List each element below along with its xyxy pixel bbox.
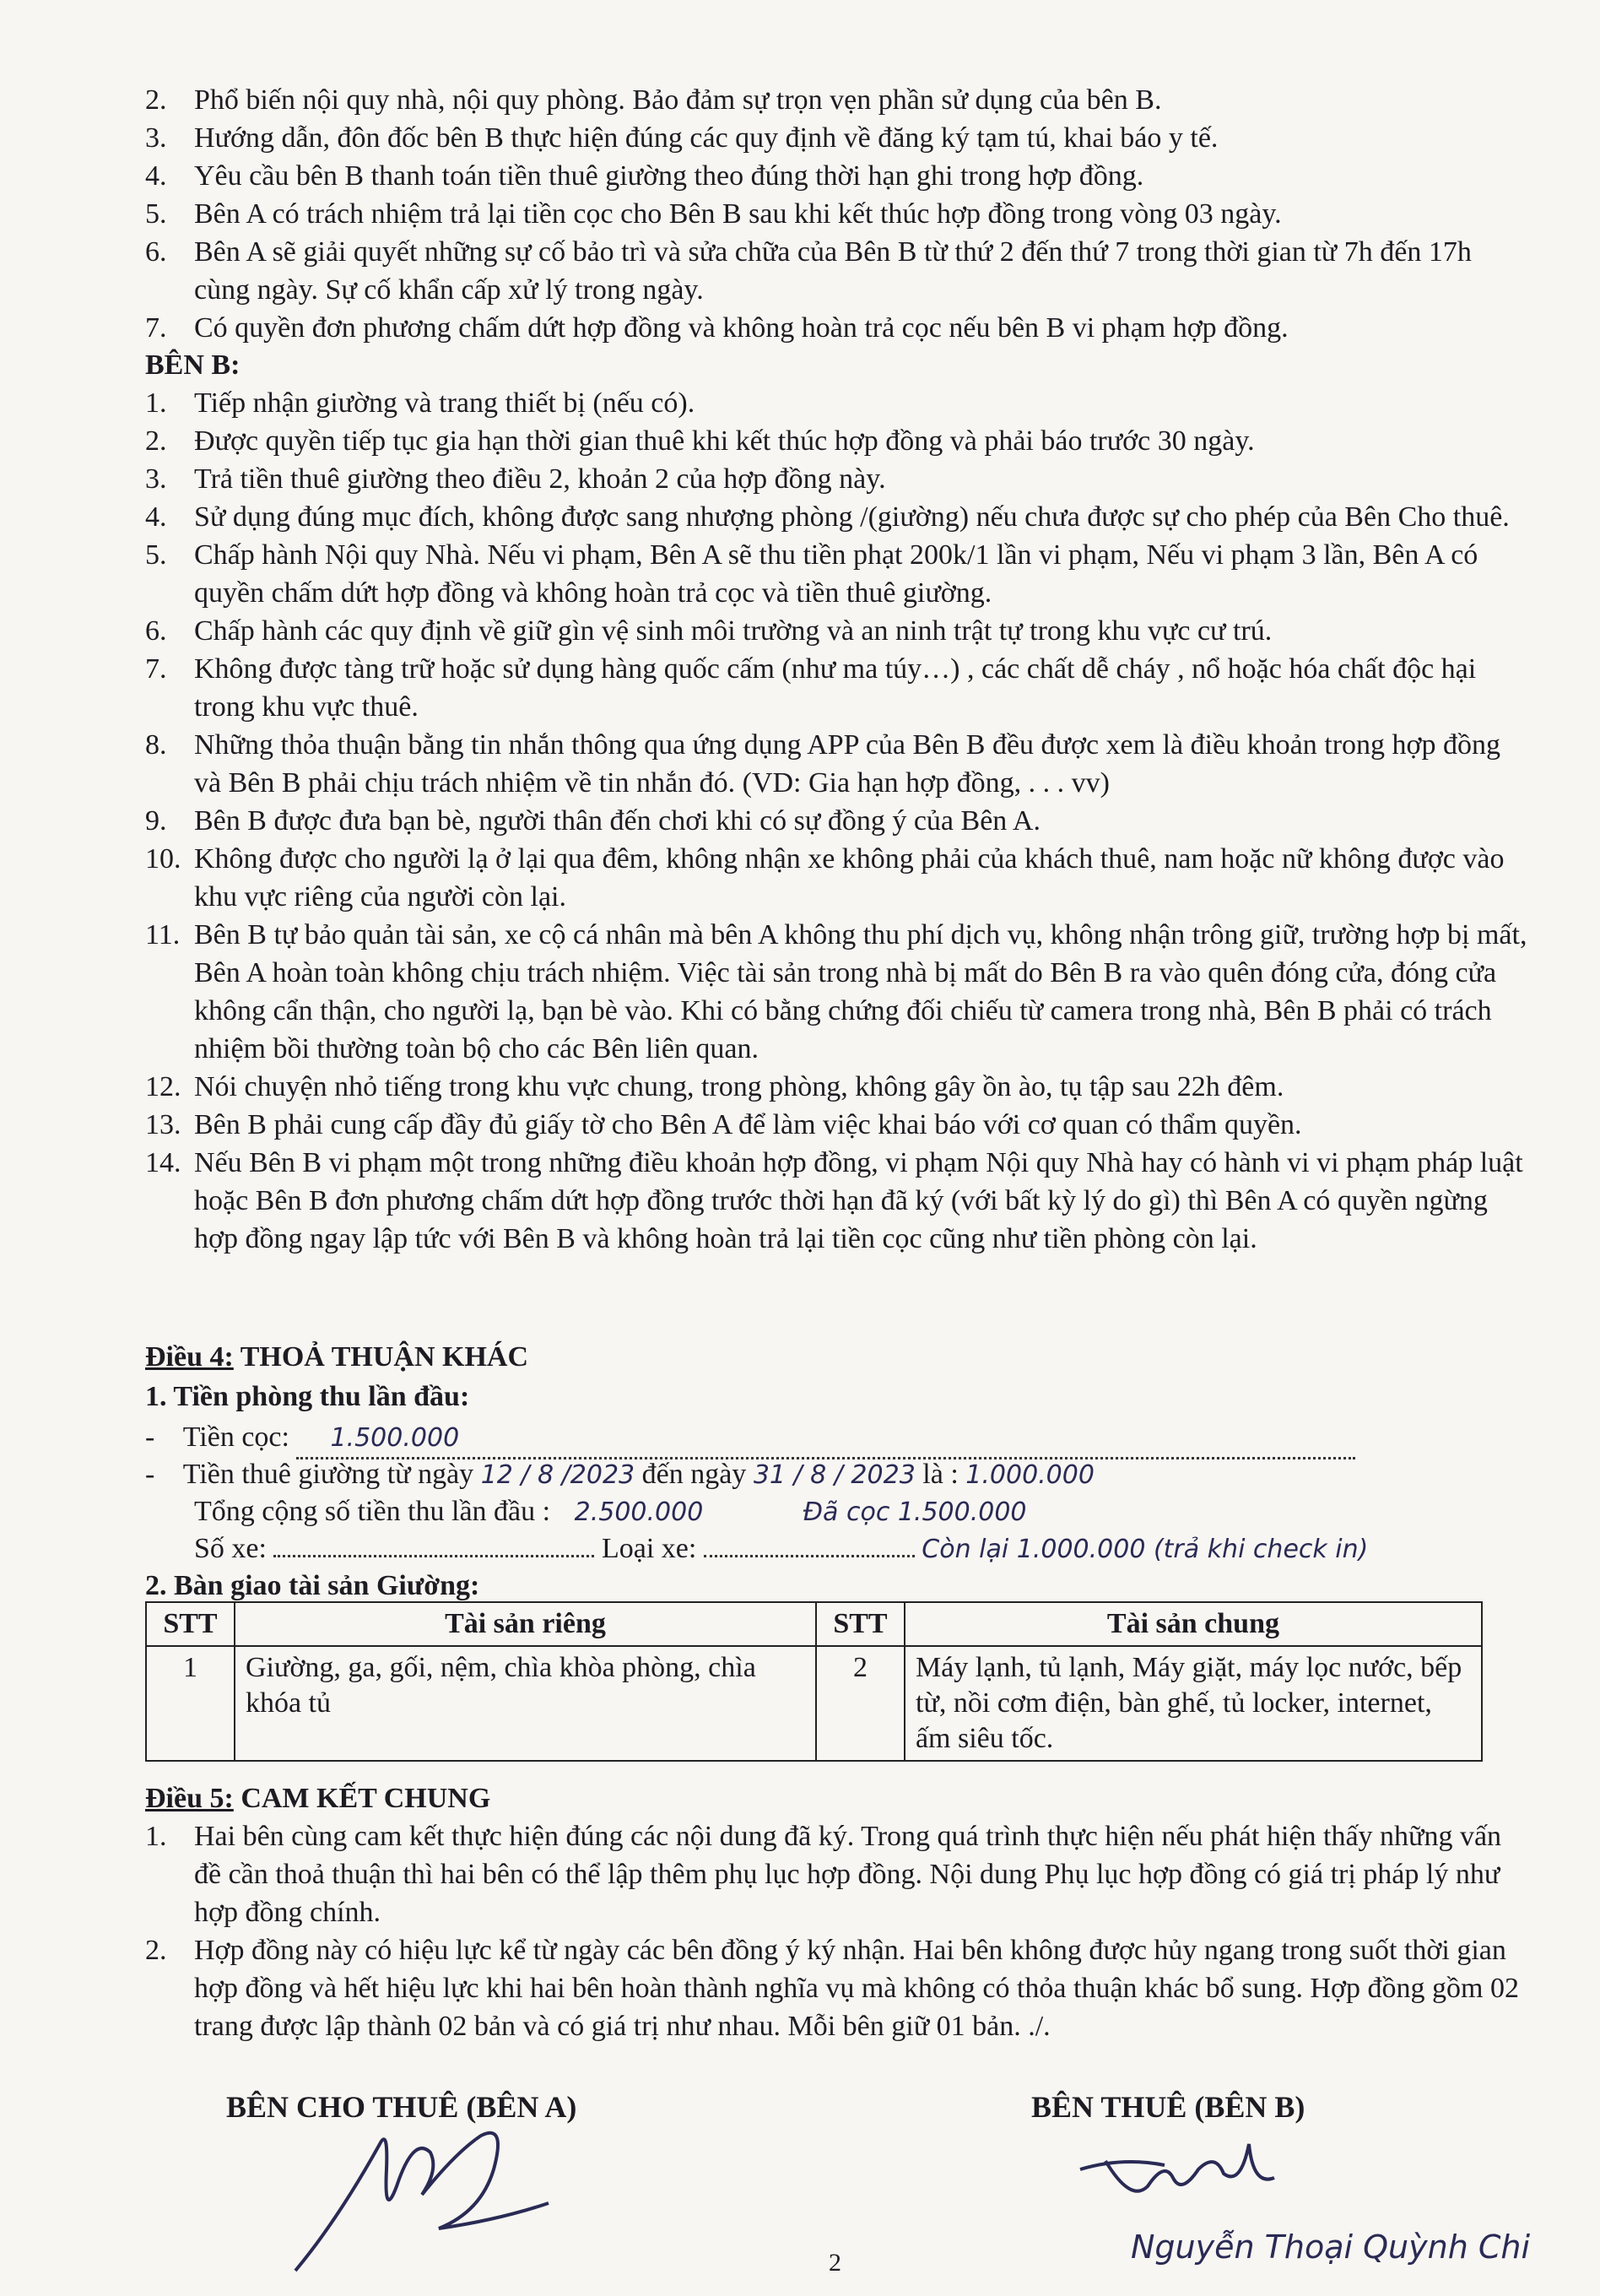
list-item bbox=[145, 81, 1529, 119]
remaining-note: Còn lại 1.000.000 (trả khi check in) bbox=[922, 1535, 1369, 1564]
assets-table bbox=[145, 1601, 1483, 1762]
list-item-text: Tiếp nhận giường và trang thiết bị (nếu có). bbox=[194, 387, 695, 419]
ben-a-signature bbox=[287, 2119, 565, 2288]
list-item-text: Hai bên cùng cam kết thực hiện đúng các nội dung đã ký. Trong quá trình thực hiện nếu phát hiện thấy những vấn đề cần thoả thuận thì hai bên có thể lập thêm phụ lục hợp đồng. Nội dung Phụ lục hợp đồng có giá trị pháp lý như hợp đồng chính. bbox=[194, 1821, 1502, 1928]
list-item-number: 11. bbox=[145, 919, 181, 950]
list-item-number: 2. bbox=[145, 1935, 167, 1966]
vehicle-line: Số xe: Loại xe: Còn lại 1.000.000 (trả khi check in) bbox=[194, 1533, 1369, 1564]
list-item bbox=[145, 460, 1529, 498]
dieu5-heading: Điều 5: CAM KẾT CHUNG bbox=[145, 1783, 491, 1814]
list-item-text: Không được tàng trữ hoặc sử dụng hàng quốc cấm (như ma túy…) , các chất dễ cháy , nổ hoặc hóa chất độc hại trong khu vực thuê. bbox=[194, 653, 1477, 723]
list-item-number: 7. bbox=[145, 312, 167, 344]
list-item-text: Bên A có trách nhiệm trả lại tiền cọc cho Bên B sau khi kết thúc hợp đồng trong vòng 03 ngày. bbox=[194, 198, 1282, 230]
dieu4-sub1: 1. Tiền phòng thu lần đầu: bbox=[145, 1381, 470, 1412]
list-item bbox=[145, 498, 1529, 536]
dieu4-sub2: 2. Bàn giao tài sản Giường: bbox=[145, 1570, 480, 1601]
list-item-text: Bên A sẽ giải quyết những sự cố bảo trì và sửa chữa của Bên B từ thứ 2 đến thứ 7 trong thời gian từ 7h đến 17h cùng ngày. Sự cố khẩn cấp xử lý trong ngày. bbox=[194, 236, 1472, 306]
list-item-number: 5. bbox=[145, 539, 167, 571]
list-item-text: Chấp hành Nội quy Nhà. Nếu vi phạm, Bên A sẽ thu tiền phạt 200k/1 lần vi phạm, Nếu vi phạm 3 lần, Bên A có quyền chấm dứt hợp đồng và không hoàn trả cọc và tiền thuê giường. bbox=[194, 539, 1478, 609]
list-item bbox=[145, 1931, 1529, 2045]
list-item bbox=[145, 536, 1529, 612]
rent-value: 1.000.000 bbox=[965, 1460, 1095, 1490]
list-item-number: 8. bbox=[145, 729, 167, 761]
cell-stt-2: 2 bbox=[816, 1646, 905, 1761]
list-item-text: Bên B được đưa bạn bè, người thân đến chơi khi có sự đồng ý của Bên A. bbox=[194, 805, 1041, 837]
dieu5-list bbox=[145, 1817, 1529, 2045]
list-item-text: Chấp hành các quy định về giữ gìn vệ sinh môi trường và an ninh trật tự trong khu vực cư trú. bbox=[194, 615, 1273, 647]
list-item bbox=[145, 1817, 1529, 1931]
list-item-text: Bên B phải cung cấp đầy đủ giấy tờ cho Bên A để làm việc khai báo với cơ quan có thẩm quyền. bbox=[194, 1109, 1302, 1140]
list-item-text: Không được cho người lạ ở lại qua đêm, không nhận xe không phải của khách thuê, nam hoặc nữ không được vào khu vực riêng của người còn lại. bbox=[194, 843, 1505, 912]
list-item-text: Được quyền tiếp tục gia hạn thời gian thuê khi kết thúc hợp đồng và phải báo trước 30 ngày. bbox=[194, 425, 1255, 457]
list-item-text: Sử dụng đúng mục đích, không được sang nhượng phòng /(giường) nếu chưa được sự cho phép của Bên Cho thuê. bbox=[194, 501, 1510, 533]
rent-from-date: 12 / 8 /2023 bbox=[480, 1460, 635, 1490]
ben-a-obligations-list bbox=[145, 81, 1529, 347]
list-item-number: 14. bbox=[145, 1147, 181, 1178]
list-item-text: Nói chuyện nhỏ tiếng trong khu vực chung, trong phòng, không gây ồn ào, tụ tập sau 22h đêm. bbox=[194, 1071, 1284, 1102]
ben-b-signature bbox=[1072, 2127, 1291, 2212]
list-item bbox=[145, 1144, 1529, 1258]
list-item-text: Hợp đồng này có hiệu lực kể từ ngày các bên đồng ý ký nhận. Hai bên không được hủy ngang trong suốt thời gian hợp đồng và hết hiệu lực khi hai bên hoàn thành nghĩa vụ mà không có thỏa thuận khác bổ sung. Hợp đồng gồm 02 trang được lập thành 02 bản và có giá trị như nhau. Mỗi bên giữ 01 bản. ./. bbox=[194, 1935, 1519, 2042]
list-item-text: Trả tiền thuê giường theo điều 2, khoản 2 của hợp đồng này. bbox=[194, 463, 886, 495]
list-item-number: 10. bbox=[145, 843, 181, 875]
list-item bbox=[145, 157, 1529, 195]
list-item bbox=[145, 802, 1529, 840]
assets-header-row bbox=[146, 1602, 1482, 1646]
list-item-text: Có quyền đơn phương chấm dứt hợp đồng và không hoàn trả cọc nếu bên B vi phạm hợp đồng. bbox=[194, 312, 1289, 344]
list-item-number: 13. bbox=[145, 1109, 181, 1140]
rent-line: - Tiền thuê giường từ ngày 12 / 8 /2023 đến ngày 31 / 8 / 2023 là : 1.000.000 bbox=[145, 1459, 1095, 1490]
deposit-line: - Tiền cọc: 1.500.000 bbox=[145, 1418, 1355, 1459]
list-item-text: Những thỏa thuận bằng tin nhắn thông qua ứng dụng APP của Bên B đều được xem là điều khoản trong hợp đồng và Bên B phải chịu trách nhiệm về tin nhắn đó. (VD: Gia hạn hợp đồng, . . . vv) bbox=[194, 729, 1500, 799]
list-item-number: 5. bbox=[145, 198, 167, 230]
cell-private-assets: Giường, ga, gối, nệm, chìa khòa phòng, chìa khóa tủ bbox=[235, 1646, 816, 1761]
list-item bbox=[145, 422, 1529, 460]
list-item-text: Hướng dẫn, đôn đốc bên B thực hiện đúng các quy định về đăng ký tạm tú, khai báo y tế. bbox=[194, 122, 1219, 154]
list-item-number: 9. bbox=[145, 805, 167, 837]
deposit-value: 1.500.000 bbox=[330, 1423, 460, 1453]
list-item-number: 2. bbox=[145, 84, 167, 116]
header-private-assets: Tài sản riêng bbox=[235, 1602, 816, 1646]
list-item-number: 4. bbox=[145, 501, 167, 533]
list-item bbox=[145, 119, 1529, 157]
total-value: 2.500.000 bbox=[574, 1497, 704, 1527]
page-number: 2 bbox=[829, 2249, 841, 2277]
ben-b-signature-title: BÊN THUÊ (BÊN B) bbox=[1031, 2090, 1305, 2124]
list-item-number: 1. bbox=[145, 1821, 167, 1852]
list-item-number: 7. bbox=[145, 653, 167, 685]
list-item-text: Yêu cầu bên B thanh toán tiền thuê giường theo đúng thời hạn ghi trong hợp đồng. bbox=[194, 160, 1144, 192]
list-item-number: 2. bbox=[145, 425, 167, 457]
list-item bbox=[145, 1106, 1529, 1144]
dieu4-heading: Điều 4: THOẢ THUẬN KHÁC bbox=[145, 1341, 529, 1373]
list-item-number: 6. bbox=[145, 236, 167, 268]
list-item-text: Phổ biến nội quy nhà, nội quy phòng. Bảo đảm sự trọn vẹn phần sử dụng của bên B. bbox=[194, 84, 1162, 116]
cell-stt-1: 1 bbox=[146, 1646, 235, 1761]
list-item bbox=[145, 650, 1529, 726]
table-row bbox=[146, 1646, 1482, 1761]
list-item-number: 3. bbox=[145, 463, 167, 495]
paid-deposit-note: Đã cọc 1.500.000 bbox=[803, 1497, 1027, 1527]
header-stt-1: STT bbox=[146, 1602, 235, 1646]
list-item-number: 3. bbox=[145, 122, 167, 154]
list-item bbox=[145, 612, 1529, 650]
list-item-number: 6. bbox=[145, 615, 167, 647]
list-item bbox=[145, 195, 1529, 233]
list-item-text: Bên B tự bảo quản tài sản, xe cộ cá nhân mà bên A không thu phí dịch vụ, không nhận trông giữ, trường hợp bị mất, Bên A hoàn toàn không chịu trách nhiệm. Việc tài sản trong nhà bị mất do Bên B ra vào quên đóng cửa, đóng cửa không cẩn thận, cho người lạ, bạn bè vào. Khi có bằng chứng đối chiếu từ camera trong nhà, Bên B phải có trách nhiệm bồi thường toàn bộ cho các Bên liên quan. bbox=[194, 919, 1527, 1064]
list-item bbox=[145, 916, 1529, 1068]
ben-b-heading: BÊN B: bbox=[145, 349, 241, 381]
header-stt-2: STT bbox=[816, 1602, 905, 1646]
header-shared-assets: Tài sản chung bbox=[905, 1602, 1482, 1646]
ben-b-obligations-list bbox=[145, 384, 1529, 1258]
list-item-number: 1. bbox=[145, 387, 167, 419]
cell-shared-assets: Máy lạnh, tủ lạnh, Máy giặt, máy lọc nước, bếp từ, nồi cơm điện, bàn ghế, tủ locker, internet, ấm siêu tốc. bbox=[905, 1646, 1482, 1761]
list-item bbox=[145, 233, 1529, 309]
list-item bbox=[145, 726, 1529, 802]
total-line: Tổng cộng số tiền thu lần đầu : 2.500.000 Đã cọc 1.500.000 bbox=[194, 1496, 1027, 1527]
list-item-text: Nếu Bên B vi phạm một trong những điều khoản hợp đồng, vi phạm Nội quy Nhà hay có hành vi vi phạm pháp luật hoặc Bên B đơn phương chấm dứt hợp đồng trước thời hạn đã ký (với bất kỳ lý do gì) thì Bên A có quyền ngừng hợp đồng ngay lập tức với Bên B và không hoàn trả lại tiền cọc cũng như tiền phòng còn lại. bbox=[194, 1147, 1523, 1254]
rent-to-date: 31 / 8 / 2023 bbox=[753, 1460, 916, 1490]
list-item bbox=[145, 384, 1529, 422]
ben-a-signature-title: BÊN CHO THUÊ (BÊN A) bbox=[226, 2090, 577, 2124]
list-item bbox=[145, 309, 1529, 347]
list-item-number: 4. bbox=[145, 160, 167, 192]
list-item bbox=[145, 840, 1529, 916]
ben-b-name: Nguyễn Thoại Quỳnh Chi bbox=[1131, 2228, 1531, 2266]
list-item-number: 12. bbox=[145, 1071, 181, 1102]
list-item bbox=[145, 1068, 1529, 1106]
